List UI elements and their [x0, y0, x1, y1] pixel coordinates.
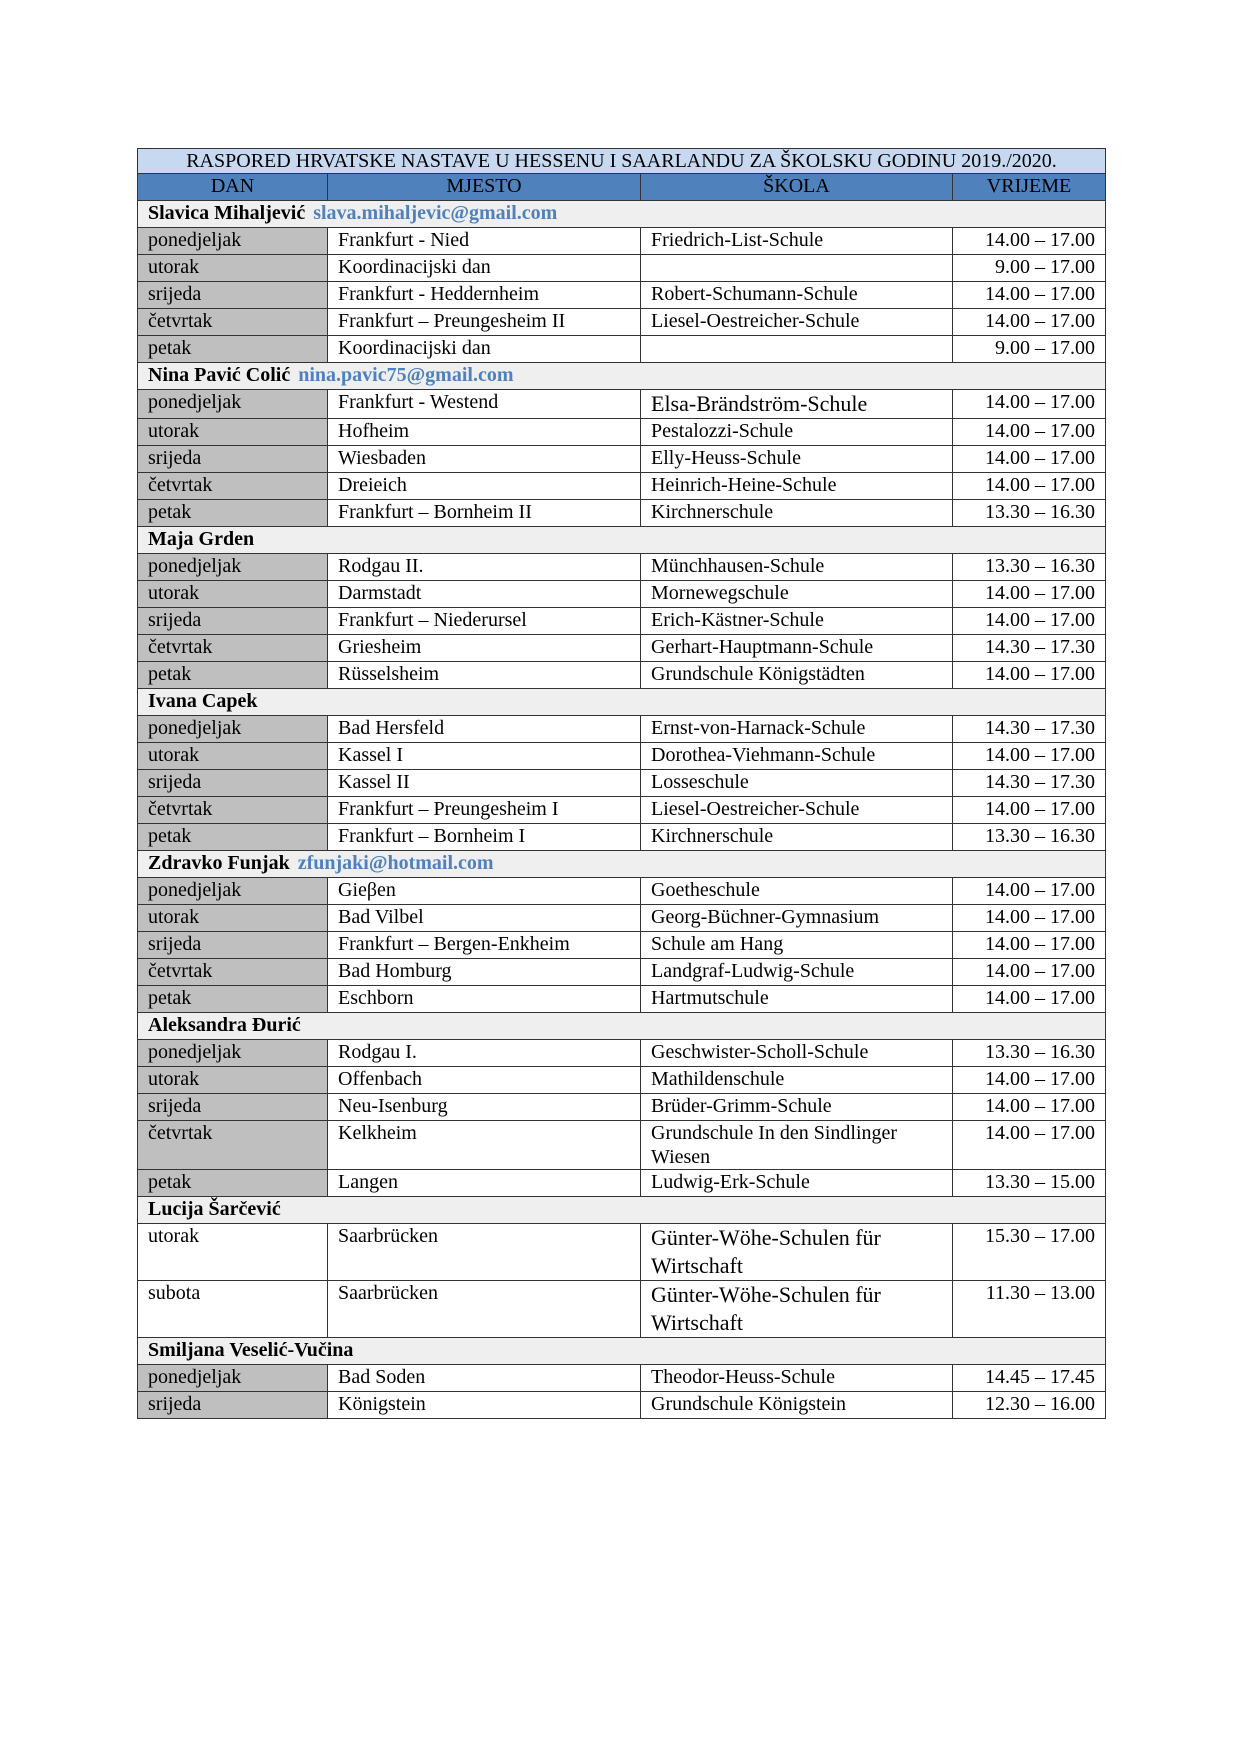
- schedule-table: [137, 148, 1106, 1419]
- table-row: [138, 770, 1106, 797]
- time-cell: 14.00 – 17.00: [953, 932, 1106, 959]
- table-row: [138, 473, 1106, 500]
- day-cell: petak: [138, 662, 328, 689]
- day-cell: srijeda: [138, 932, 328, 959]
- place-cell: Rodgau I.: [328, 1040, 641, 1067]
- teacher-cell: [138, 1197, 1106, 1224]
- place-cell: Frankfurt – Preungesheim II: [328, 309, 641, 336]
- teacher-name: Ivana Capek: [148, 690, 258, 712]
- school-cell: Münchhausen-Schule: [641, 554, 953, 581]
- time-cell: 13.30 – 16.30: [953, 554, 1106, 581]
- table-row: [138, 228, 1106, 255]
- day-cell: ponedjeljak: [138, 554, 328, 581]
- table-row: [138, 986, 1106, 1013]
- teacher-name: Smiljana Veselić-Vučina: [148, 1339, 354, 1361]
- time-cell: 14.00 – 17.00: [953, 608, 1106, 635]
- table-row: [138, 1365, 1106, 1392]
- place-cell: Frankfurt – Bornheim II: [328, 500, 641, 527]
- school-cell: Grundschule Königstädten: [641, 662, 953, 689]
- day-cell: četvrtak: [138, 1121, 328, 1170]
- table-row: [138, 959, 1106, 986]
- teacher-row: [138, 1338, 1106, 1365]
- school-cell: Mathildenschule: [641, 1067, 953, 1094]
- school-cell: Pestalozzi-Schule: [641, 419, 953, 446]
- day-cell: utorak: [138, 905, 328, 932]
- table-row: [138, 797, 1106, 824]
- header-dan: DAN: [138, 174, 328, 201]
- school-cell: [641, 255, 953, 282]
- table-row: [138, 1281, 1106, 1338]
- time-cell: 14.30 – 17.30: [953, 770, 1106, 797]
- place-cell: Offenbach: [328, 1067, 641, 1094]
- day-cell: ponedjeljak: [138, 228, 328, 255]
- place-cell: Frankfurt – Niederursel: [328, 608, 641, 635]
- school-cell: Georg-Büchner-Gymnasium: [641, 905, 953, 932]
- place-cell: Bad Soden: [328, 1365, 641, 1392]
- day-cell: utorak: [138, 581, 328, 608]
- place-cell: Saarbrücken: [328, 1281, 641, 1338]
- time-cell: 14.00 – 17.00: [953, 905, 1106, 932]
- time-cell: 9.00 – 17.00: [953, 336, 1106, 363]
- school-cell: Grundschule In den Sindlinger Wiesen: [641, 1121, 953, 1170]
- table-row: [138, 635, 1106, 662]
- day-cell: srijeda: [138, 446, 328, 473]
- table-row: [138, 309, 1106, 336]
- table-row: [138, 554, 1106, 581]
- teacher-name: Maja Grden: [148, 528, 255, 550]
- school-cell: Erich-Kästner-Schule: [641, 608, 953, 635]
- school-cell: [641, 336, 953, 363]
- day-cell: ponedjeljak: [138, 1040, 328, 1067]
- school-cell: Liesel-Oestreicher-Schule: [641, 309, 953, 336]
- time-cell: 14.00 – 17.00: [953, 446, 1106, 473]
- day-cell: četvrtak: [138, 959, 328, 986]
- place-cell: Darmstadt: [328, 581, 641, 608]
- day-cell: srijeda: [138, 282, 328, 309]
- school-cell: Losseschule: [641, 770, 953, 797]
- teacher-email-link[interactable]: zfunjaki@hotmail.com: [297, 852, 494, 874]
- place-cell: Eschborn: [328, 986, 641, 1013]
- day-cell: utorak: [138, 255, 328, 282]
- place-cell: Koordinacijski dan: [328, 255, 641, 282]
- table-row: [138, 581, 1106, 608]
- teacher-cell: [138, 1013, 1106, 1040]
- day-cell: ponedjeljak: [138, 716, 328, 743]
- time-cell: 14.00 – 17.00: [953, 282, 1106, 309]
- school-cell: Ludwig-Erk-Schule: [641, 1170, 953, 1197]
- time-cell: 13.30 – 16.30: [953, 500, 1106, 527]
- time-cell: 14.00 – 17.00: [953, 1121, 1106, 1170]
- day-cell: četvrtak: [138, 473, 328, 500]
- school-cell: Friedrich-List-Schule: [641, 228, 953, 255]
- time-cell: 14.00 – 17.00: [953, 878, 1106, 905]
- place-cell: Kassel II: [328, 770, 641, 797]
- day-cell: subota: [138, 1281, 328, 1338]
- school-cell: Hartmutschule: [641, 986, 953, 1013]
- table-row: [138, 282, 1106, 309]
- table-row: [138, 336, 1106, 363]
- time-cell: 14.00 – 17.00: [953, 986, 1106, 1013]
- table-row: [138, 878, 1106, 905]
- time-cell: 13.30 – 15.00: [953, 1170, 1106, 1197]
- day-cell: utorak: [138, 1224, 328, 1281]
- teacher-row: [138, 363, 1106, 390]
- school-cell: Elsa-Brändström-Schule: [641, 390, 953, 419]
- teacher-row: [138, 201, 1106, 228]
- time-cell: 14.00 – 17.00: [953, 662, 1106, 689]
- school-cell: Ernst-von-Harnack-Schule: [641, 716, 953, 743]
- place-cell: Frankfurt – Bornheim I: [328, 824, 641, 851]
- day-cell: četvrtak: [138, 635, 328, 662]
- table-row: [138, 1121, 1106, 1170]
- day-cell: petak: [138, 336, 328, 363]
- time-cell: 13.30 – 16.30: [953, 824, 1106, 851]
- day-cell: srijeda: [138, 1094, 328, 1121]
- time-cell: 15.30 – 17.00: [953, 1224, 1106, 1281]
- page-title: RASPORED HRVATSKE NASTAVE U HESSENU I SAARLANDU ZA ŠKOLSKU GODINU 2019./2020.: [138, 149, 1106, 174]
- place-cell: Bad Hersfeld: [328, 716, 641, 743]
- day-cell: utorak: [138, 419, 328, 446]
- teacher-cell: [138, 363, 1106, 390]
- place-cell: Griesheim: [328, 635, 641, 662]
- time-cell: 14.00 – 17.00: [953, 473, 1106, 500]
- teacher-email-link[interactable]: nina.pavic75@gmail.com: [298, 364, 514, 386]
- time-cell: 14.00 – 17.00: [953, 228, 1106, 255]
- place-cell: Kelkheim: [328, 1121, 641, 1170]
- teacher-row: [138, 851, 1106, 878]
- place-cell: Hofheim: [328, 419, 641, 446]
- day-cell: utorak: [138, 1067, 328, 1094]
- day-cell: ponedjeljak: [138, 390, 328, 419]
- teacher-cell: [138, 527, 1106, 554]
- day-cell: petak: [138, 824, 328, 851]
- place-cell: Dreieich: [328, 473, 641, 500]
- time-cell: 14.00 – 17.00: [953, 419, 1106, 446]
- place-cell: Königstein: [328, 1392, 641, 1419]
- place-cell: Frankfurt - Westend: [328, 390, 641, 419]
- time-cell: 14.30 – 17.30: [953, 635, 1106, 662]
- place-cell: Rodgau II.: [328, 554, 641, 581]
- header-mjesto: MJESTO: [328, 174, 641, 201]
- table-row: [138, 1094, 1106, 1121]
- title-row: [138, 149, 1106, 174]
- teacher-row: [138, 1197, 1106, 1224]
- place-cell: Kassel I: [328, 743, 641, 770]
- day-cell: ponedjeljak: [138, 1365, 328, 1392]
- place-cell: Koordinacijski dan: [328, 336, 641, 363]
- time-cell: 9.00 – 17.00: [953, 255, 1106, 282]
- time-cell: 14.45 – 17.45: [953, 1365, 1106, 1392]
- school-cell: Geschwister-Scholl-Schule: [641, 1040, 953, 1067]
- time-cell: 14.00 – 17.00: [953, 1067, 1106, 1094]
- time-cell: 14.00 – 17.00: [953, 581, 1106, 608]
- time-cell: 14.00 – 17.00: [953, 1094, 1106, 1121]
- time-cell: 13.30 – 16.30: [953, 1040, 1106, 1067]
- school-cell: Liesel-Oestreicher-Schule: [641, 797, 953, 824]
- header-vrijeme: VRIJEME: [953, 174, 1106, 201]
- teacher-row: [138, 527, 1106, 554]
- teacher-name: Lucija Šarčević: [148, 1198, 281, 1220]
- table-row: [138, 419, 1106, 446]
- school-cell: Elly-Heuss-Schule: [641, 446, 953, 473]
- table-row: [138, 716, 1106, 743]
- header-skola: ŠKOLA: [641, 174, 953, 201]
- teacher-name: Aleksandra Đurić: [148, 1014, 301, 1036]
- teacher-name: Slavica Mihaljević: [148, 202, 306, 224]
- teacher-name: Nina Pavić Colić: [148, 364, 291, 386]
- table-row: [138, 1067, 1106, 1094]
- place-cell: Langen: [328, 1170, 641, 1197]
- day-cell: četvrtak: [138, 797, 328, 824]
- time-cell: 14.00 – 17.00: [953, 797, 1106, 824]
- table-row: [138, 390, 1106, 419]
- teacher-cell: [138, 851, 1106, 878]
- place-cell: Frankfurt – Preungesheim I: [328, 797, 641, 824]
- school-cell: Brüder-Grimm-Schule: [641, 1094, 953, 1121]
- table-row: [138, 255, 1106, 282]
- school-cell: Mornewegschule: [641, 581, 953, 608]
- day-cell: petak: [138, 500, 328, 527]
- table-row: [138, 446, 1106, 473]
- place-cell: Frankfurt - Nied: [328, 228, 641, 255]
- teacher-cell: [138, 1338, 1106, 1365]
- day-cell: utorak: [138, 743, 328, 770]
- place-cell: Bad Homburg: [328, 959, 641, 986]
- table-row: [138, 662, 1106, 689]
- teacher-row: [138, 1013, 1106, 1040]
- place-cell: Neu-Isenburg: [328, 1094, 641, 1121]
- day-cell: srijeda: [138, 1392, 328, 1419]
- time-cell: 14.00 – 17.00: [953, 390, 1106, 419]
- time-cell: 14.00 – 17.00: [953, 309, 1106, 336]
- header-row: [138, 174, 1106, 201]
- place-cell: Wiesbaden: [328, 446, 641, 473]
- teacher-row: [138, 689, 1106, 716]
- teacher-email-link[interactable]: slava.mihaljevic@gmail.com: [313, 202, 558, 224]
- place-cell: Frankfurt - Heddernheim: [328, 282, 641, 309]
- school-cell: Gerhart-Hauptmann-Schule: [641, 635, 953, 662]
- teacher-name: Zdravko Funjak: [148, 852, 290, 874]
- school-cell: Günter-Wöhe-Schulen für Wirtschaft: [641, 1224, 953, 1281]
- time-cell: 14.00 – 17.00: [953, 743, 1106, 770]
- school-cell: Theodor-Heuss-Schule: [641, 1365, 953, 1392]
- place-cell: Gieβen: [328, 878, 641, 905]
- table-row: [138, 500, 1106, 527]
- table-row: [138, 905, 1106, 932]
- school-cell: Landgraf-Ludwig-Schule: [641, 959, 953, 986]
- place-cell: Rüsselsheim: [328, 662, 641, 689]
- day-cell: srijeda: [138, 608, 328, 635]
- time-cell: 14.00 – 17.00: [953, 959, 1106, 986]
- day-cell: petak: [138, 1170, 328, 1197]
- table-row: [138, 1170, 1106, 1197]
- table-row: [138, 932, 1106, 959]
- table-row: [138, 1040, 1106, 1067]
- table-row: [138, 608, 1106, 635]
- table-row: [138, 824, 1106, 851]
- time-cell: 14.30 – 17.30: [953, 716, 1106, 743]
- day-cell: srijeda: [138, 770, 328, 797]
- place-cell: Saarbrücken: [328, 1224, 641, 1281]
- school-cell: Kirchnerschule: [641, 824, 953, 851]
- table-row: [138, 743, 1106, 770]
- place-cell: Frankfurt – Bergen-Enkheim: [328, 932, 641, 959]
- table-row: [138, 1224, 1106, 1281]
- school-cell: Goetheschule: [641, 878, 953, 905]
- time-cell: 11.30 – 13.00: [953, 1281, 1106, 1338]
- time-cell: 12.30 – 16.00: [953, 1392, 1106, 1419]
- day-cell: ponedjeljak: [138, 878, 328, 905]
- school-cell: Schule am Hang: [641, 932, 953, 959]
- school-cell: Günter-Wöhe-Schulen für Wirtschaft: [641, 1281, 953, 1338]
- day-cell: četvrtak: [138, 309, 328, 336]
- school-cell: Heinrich-Heine-Schule: [641, 473, 953, 500]
- school-cell: Kirchnerschule: [641, 500, 953, 527]
- place-cell: Bad Vilbel: [328, 905, 641, 932]
- teacher-cell: [138, 201, 1106, 228]
- school-cell: Robert-Schumann-Schule: [641, 282, 953, 309]
- table-row: [138, 1392, 1106, 1419]
- day-cell: petak: [138, 986, 328, 1013]
- teacher-cell: [138, 689, 1106, 716]
- school-cell: Grundschule Königstein: [641, 1392, 953, 1419]
- school-cell: Dorothea-Viehmann-Schule: [641, 743, 953, 770]
